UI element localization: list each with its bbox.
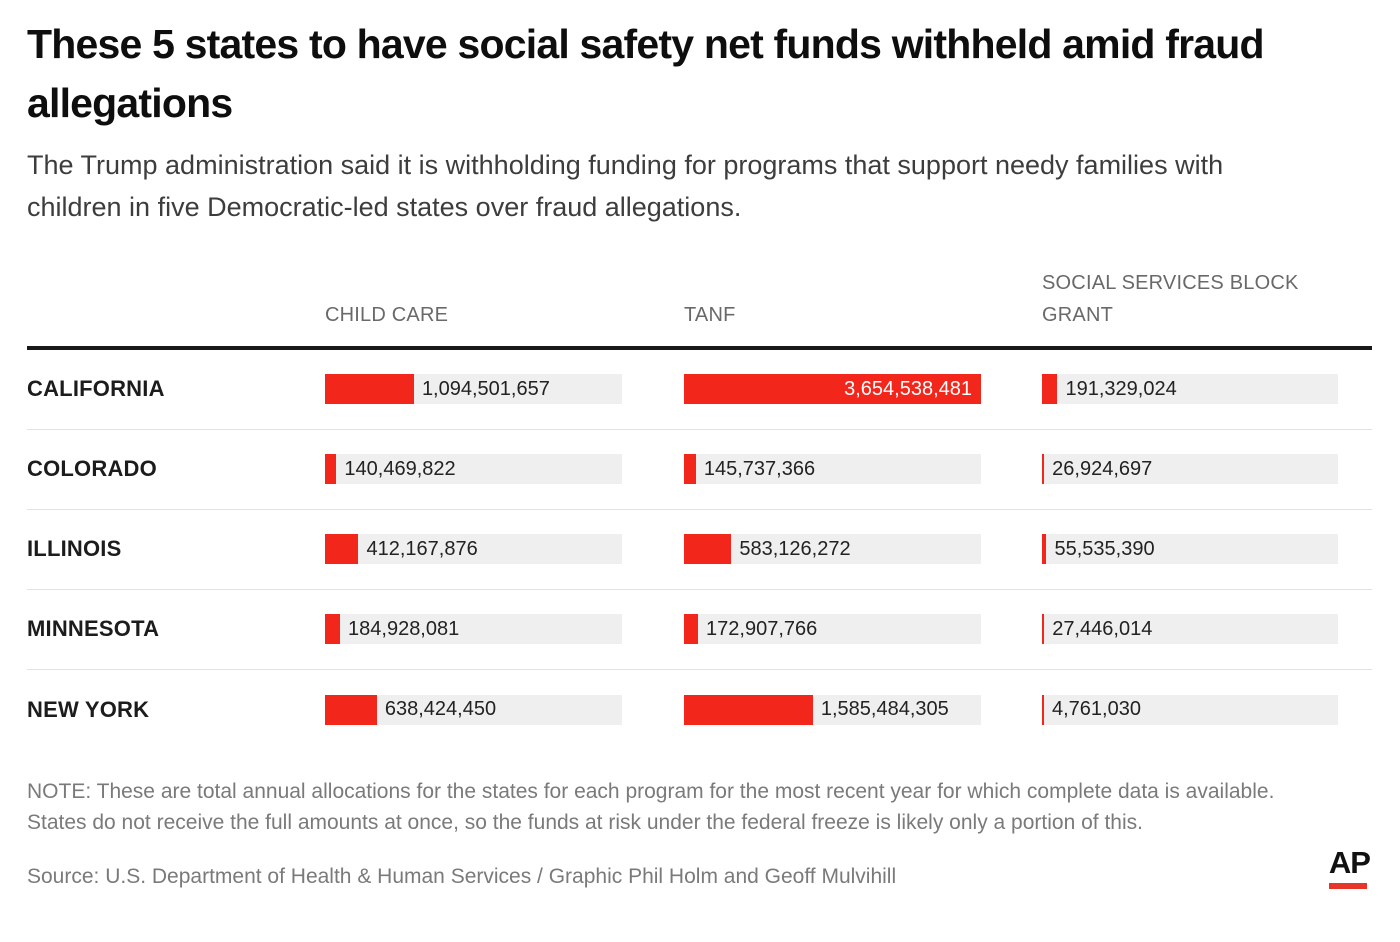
bar-track (1042, 374, 1338, 404)
bar-track (684, 374, 981, 404)
state-label: MINNESOTA (27, 616, 160, 642)
bar-track (684, 534, 981, 564)
ap-logo-red-bar-icon (1329, 883, 1367, 889)
bar-fill (325, 534, 358, 564)
bar-value: 191,329,024 (1065, 377, 1177, 400)
bar-fill (325, 374, 414, 404)
page-subtitle: The Trump administration said it is withholding funding for programs that support needy families with children in five Democratic-led states over fraud allegations. (27, 150, 1224, 223)
table-row (27, 430, 1372, 510)
bar-track (325, 614, 622, 644)
footnote: NOTE: These are total annual allocations for the states for each program for the most recent year for which complete data is available. States do not receive the full amounts at once, so the funds at risk under the federal freeze is likely only a portion of this. (27, 779, 1275, 835)
bar-value: 1,585,484,305 (820, 698, 949, 721)
bar-fill (684, 534, 731, 564)
bar-track (325, 454, 622, 484)
bar-fill (325, 695, 377, 725)
bar-track (325, 695, 622, 725)
column-header: CHILD CARE (325, 303, 449, 326)
bar-fill (684, 695, 813, 725)
column-header: SOCIAL SERVICES BLOCK GRANT (1042, 271, 1299, 326)
bar-value: 172,907,766 (706, 617, 818, 640)
bar-fill (1042, 614, 1044, 644)
table-body (27, 350, 1372, 750)
bar-fill (684, 454, 696, 484)
bar-value: 638,424,450 (384, 698, 497, 721)
bar-value: 145,737,366 (703, 457, 816, 480)
state-label: NEW YORK (27, 696, 150, 722)
bar-fill (684, 374, 981, 404)
bar-value: 1,094,501,657 (421, 377, 550, 400)
bar-track (1042, 614, 1338, 644)
footer-row (27, 847, 1372, 889)
ap-logo-text: AP (1328, 845, 1370, 881)
column-header-row (27, 267, 1372, 331)
ap-graphic-page (0, 15, 1400, 942)
bar-track (1042, 454, 1338, 484)
table-row (27, 510, 1372, 590)
bar-value: 412,167,876 (366, 537, 478, 560)
bar-fill (1042, 534, 1046, 564)
bar-value: 26,924,697 (1052, 457, 1153, 480)
column-header: TANF (684, 303, 736, 326)
bar-fill (325, 454, 336, 484)
bar-track (325, 534, 622, 564)
bar-value: 3,654,538,481 (844, 377, 972, 400)
state-label: ILLINOIS (27, 536, 122, 562)
bar-value: 140,469,822 (344, 457, 456, 480)
page-title: These 5 states to have social safety net funds withheld amid fraud allegations (27, 21, 1264, 126)
bar-value: 27,446,014 (1052, 617, 1153, 640)
table-row (27, 350, 1372, 430)
bar-track (1042, 534, 1338, 564)
state-label: COLORADO (27, 456, 157, 482)
source-credit: Source: U.S. Department of Health & Human Services / Graphic Phil Holm and Geoff Mulvihill (27, 865, 897, 889)
bar-track (325, 374, 622, 404)
table-row (27, 670, 1372, 750)
bar-fill (1042, 374, 1057, 404)
bar-track (684, 614, 981, 644)
bar-track (684, 454, 981, 484)
bar-fill (1042, 695, 1044, 725)
state-label: CALIFORNIA (27, 376, 165, 402)
bar-track (684, 695, 981, 725)
bar-value: 583,126,272 (739, 537, 851, 560)
bar-value: 55,535,390 (1054, 537, 1155, 560)
bar-value: 184,928,081 (348, 617, 460, 640)
bar-fill (1042, 454, 1044, 484)
bar-track (1042, 695, 1338, 725)
bar-value: 4,761,030 (1052, 698, 1141, 721)
bar-fill (325, 614, 340, 644)
bar-fill (684, 614, 698, 644)
ap-logo (1329, 847, 1370, 889)
table-row (27, 590, 1372, 670)
